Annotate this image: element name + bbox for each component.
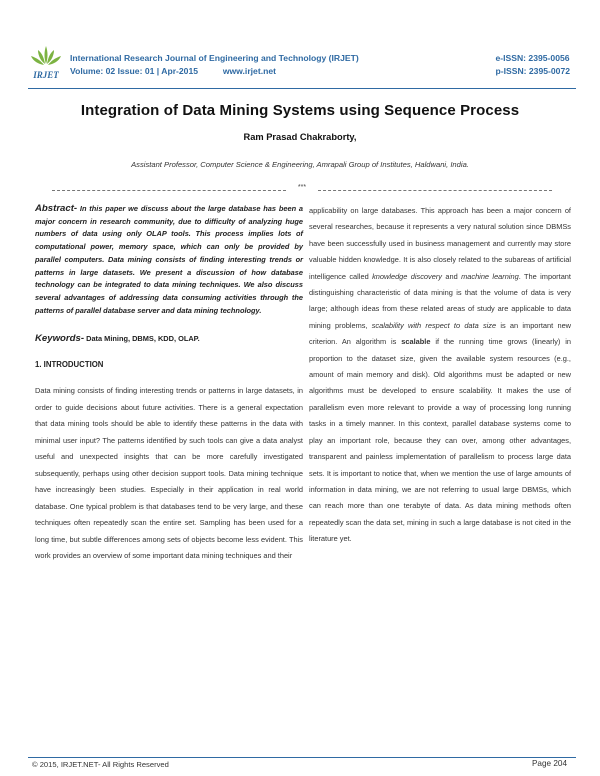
- author-affiliation: Assistant Professor, Computer Science & Engineering, Amrapali Group of Institutes, Haldwani, India.: [131, 160, 469, 169]
- section-divider: [52, 186, 552, 194]
- footer-copyright: © 2015, IRJET.NET- All Rights Reserved: [32, 760, 169, 769]
- keywords: [35, 333, 303, 344]
- intro-paragraph-right: applicability on large databases. This approach has been a major concern of several researches, because it represents a very natural solution since DBMSs have been successfully used in business management and currently may store valuable hidden knowledge. It is also closely related to the subareas of artificial intelligence called knowledge discovery and machine learning. The important distinguishing characteristic of data mining is that the volume of data is very large; although ideas from these related areas of study are applicable to data mining problems, scalability with respect to data size is an important new criterion. An algorithm is scalable if the running time grows (linearly) in proportion to the dataset size, given the available system resources (e.g., amount of main memory and disk). Old algorithms must be adapted or new algorithms must be developed to ensure scalability. It makes the use of parallelism even more relevant to provide a way of processing long running tasks in a timely manner. In this context, parallel database systems come to play an important role, because they can over, among other advantages, transparent and painless implementation of parallelism to process large data sets. It is important to notice that, when we mention the use of large amounts of information in data mining, we are not referring to usual large DBMSs, which can reach more than one terabyte of data. As data mining methods often repeatedly scan the data set, mining in such a large database is not cited in the literature yet.: [309, 206, 572, 544]
- keywords-text: Data Mining, DBMS, KDD, OLAP.: [84, 334, 200, 344]
- journal-website-link[interactable]: www.irjet.net: [222, 66, 276, 76]
- footer-page-number: Page 204: [531, 759, 567, 768]
- author-name: Ram Prasad Chakraborty,: [243, 132, 357, 142]
- term-scalability: scalability with respect to data size: [371, 320, 497, 330]
- abstract-text: In this paper we discuss about the large database has been a major concern in research community, due to difficulty of analyzing huge numbers of data using only OLAP tools. This process implies lots of computational power, memory space, which can only be provided by parallel computers. Data mining consists of finding interesting trends or patterns in large datasets. We present a discussion of how database technology can be integrated to data mining techniques. We also discuss several advantages of addressing data consuming activities through the patterns of parallel database server and data mining technology.: [35, 204, 303, 315]
- eissn: e-ISSN: 2395-0056: [495, 53, 570, 63]
- left-column: [35, 203, 303, 565]
- paper-title: Integration of Data Mining Systems using Sequence Process: [80, 102, 520, 119]
- pissn: p-ISSN: 2395-0072: [495, 66, 570, 76]
- logo-wordmark: IRJET: [33, 70, 59, 80]
- section-heading-introduction: 1. INTRODUCTION: [35, 360, 104, 370]
- term-scalable: scalable: [401, 337, 431, 347]
- keywords-label: Keywords-: [35, 333, 85, 345]
- irjet-logo-icon: [28, 42, 64, 86]
- term-knowledge-discovery: knowledge discovery: [372, 271, 442, 281]
- header-rule: [28, 88, 576, 89]
- abstract: [35, 203, 303, 317]
- abstract-label: Abstract-: [35, 203, 78, 214]
- journal-name: International Research Journal of Engineering and Technology (IRJET): [70, 53, 359, 63]
- volume-issue: Volume: 02 Issue: 01 | Apr-2015: [70, 66, 199, 76]
- header-right: [495, 52, 570, 78]
- footer-rule: [28, 757, 576, 758]
- header-left: [70, 52, 359, 78]
- term-machine-learning: machine learning: [461, 271, 519, 281]
- journal-header: [28, 42, 576, 87]
- intro-paragraph-left: Data mining consists of finding interesting trends or patterns in large datasets, in order to guide decisions about future activities. There is a general expectation that data mining tools should be able to identify these patterns in the data with minimal user input? The patterns identified by such tools can give a data analyst useful and unexpected insights that can be more carefully investigated subsequently, perhaps using other decision support tools. Data mining technique have increasingly been studies. Especially in their application in real world database. One typical problem is that databases tend to be very large, and these techniques often repeatedly scan the entire set. Sampling has been used for a long time, but subtle differences among sets of objects become less evident. This work provides an overview of some important data mining techniques and their: [35, 386, 303, 561]
- divider-marker: ***: [297, 184, 307, 191]
- right-column: [309, 203, 571, 548]
